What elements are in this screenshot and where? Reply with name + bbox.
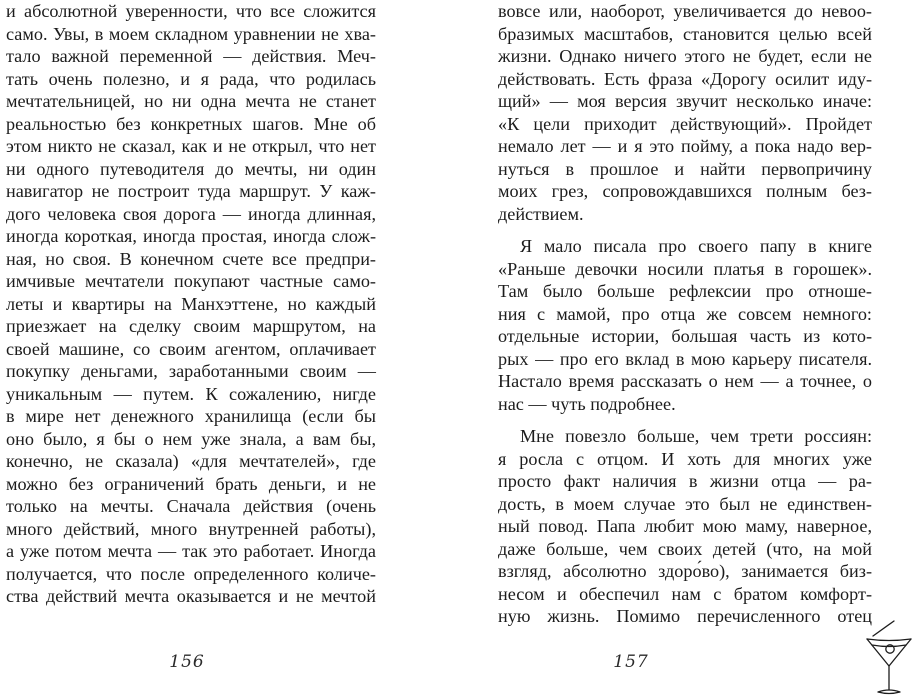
text-line: нуться в прошлое и найти первопричину: [498, 158, 872, 179]
text-line: приезжает на сделку своим маршрутом, на: [6, 316, 376, 336]
text-line: вовсе или, наоборот, увеличивается до невоо-: [498, 1, 872, 21]
text-line: нас — чуть подробнее.: [498, 393, 676, 414]
page-number: 156: [169, 652, 205, 672]
text-line: много действий, много внутренней работы),: [6, 518, 376, 539]
left-page-text: [6, 0, 376, 608]
text-line: немало лет — и я это пойму, а пока надо вер-: [498, 136, 872, 156]
martini-glass-icon: [864, 604, 914, 698]
text-line: я росла с отцом. И хоть для многих уже: [498, 448, 872, 469]
text-line: а уже потом мечта — так это работает. Иногда: [6, 541, 376, 561]
text-line: имчивые мечтатели покупают частные само-: [6, 271, 376, 291]
paragraph-first-line: Я мало писала про своего папу в книге: [520, 236, 872, 256]
text-line: «Раньше девочки носили платья в горошек».: [498, 258, 872, 279]
paragraph-first-line: Мне повезло больше, чем трети россиян:: [520, 426, 872, 446]
text-line: ни одного путеводителя до мечты, ни один: [6, 158, 376, 179]
text-line: своей машине, со своим агентом, оплачивает: [6, 338, 376, 359]
text-line: несом и обеспечил нам с братом комфорт-: [498, 583, 872, 604]
text-line: и абсолютной уверенности, что все сложится: [6, 1, 376, 21]
text-line: оно было, я бы о нем уже знала, а вам бы,: [6, 428, 376, 449]
text-line: Там было больше рефлексии про отноше-: [498, 281, 872, 301]
text-line: навигатор не построит туда маршрут. У каж-: [6, 181, 376, 201]
text-line: реальностью без конкретных шагов. Мне об: [6, 113, 376, 134]
text-line: этом никто не сказал, как и не открыл, что нет: [6, 136, 376, 156]
text-line: моих грез, сопровождавшихся полным без-: [498, 181, 872, 201]
text-line: дость, в моем случае это был не единствен-: [498, 493, 872, 514]
text-line: само. Увы, в моем складном уравнении не хва-: [6, 23, 376, 44]
text-line: щий» — моя версия звучит несколько иначе:: [498, 91, 872, 111]
text-line: ная, но своя. В конечном счете все предпри-: [6, 248, 376, 269]
text-line: ную жизнь. Помимо перечисленного отец: [498, 606, 872, 626]
text-line: бразимых масштабов, становится целью всей: [498, 23, 872, 44]
text-line: дого человека своя дорога — иногда длинная,: [6, 203, 376, 224]
text-line: отдельные истории, большая часть из кото-: [498, 326, 872, 346]
text-line: уникальным — путем. К сожалению, нигде: [6, 383, 376, 404]
text-line: тало важной переменной — действия. Меч-: [6, 46, 376, 66]
text-line: конечно, не сказала) «для мечтателей», где: [6, 451, 376, 471]
text-line: ный повод. Папа любит мою маму, наверное,: [498, 516, 872, 536]
right-page-text: [498, 0, 872, 628]
text-line: иногда короткая, иногда простая, иногда слож-: [6, 226, 376, 246]
text-line: действием.: [498, 203, 584, 224]
text-line: ства действий мечта оказывается и не мечтой: [6, 586, 376, 606]
text-line: «К цели приходит действующий». Пройдет: [498, 113, 872, 134]
text-line: просто факт наличия в жизни отца — ра-: [498, 471, 872, 491]
text-line: покупку деньгами, заработанными своим —: [6, 361, 376, 381]
text-line: только на мечты. Сначала действия (очень: [6, 496, 376, 516]
text-line: можно без ограничений брать деньги, и не: [6, 473, 376, 494]
text-line: получается, что после определенного количе-: [6, 563, 376, 584]
text-line: взгляд, абсолютно здоро́во), занимается биз-: [498, 561, 872, 581]
text-line: жизни. Однако ничего этого не будет, если не: [498, 46, 872, 66]
text-line: мечтательницей, но ни одна мечта не станет: [6, 91, 376, 111]
text-line: даже больше, чем своих детей (что, на мой: [498, 538, 872, 559]
text-line: в мире нет денежного хранилища (если бы: [6, 406, 376, 426]
page-number: 157: [613, 652, 649, 672]
text-line: ния с мамой, про отца же совсем немного:: [498, 303, 872, 324]
text-line: Настало время рассказать о нем — а точнее, о: [498, 371, 872, 391]
text-line: рых — про его вклад в мою карьеру писателя.: [498, 348, 872, 369]
text-line: действовать. Есть фраза «Дорогу осилит иду-: [498, 68, 872, 89]
text-line: леты и квартиры на Манхэттене, но каждый: [6, 293, 376, 314]
text-line: тать очень полезно, и я рада, что родилась: [6, 68, 376, 89]
